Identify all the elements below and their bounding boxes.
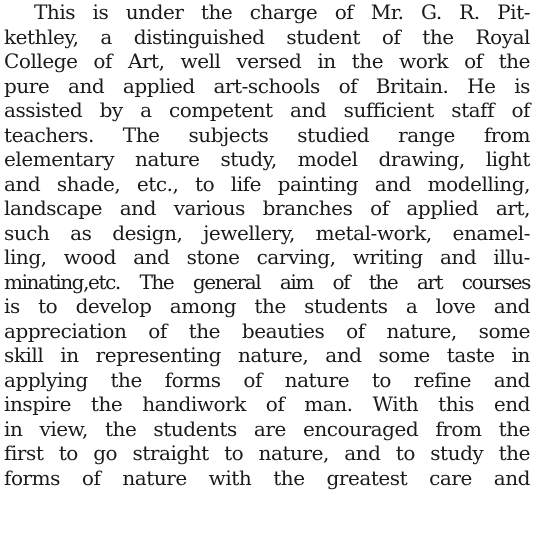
text-line: in view, the students are encouraged from the [4,416,530,441]
text-line: This is under the charge of Mr. G. R. Pit- [34,0,530,24]
text-line: first to go straight to nature, and to study the [4,441,530,465]
text-line: assisted by a competent and sufficient staff of [4,98,530,122]
text-line: such as design, jewellery, metal-work, enamel- [4,220,530,245]
body-paragraph [4,0,530,490]
text-line: skill in representing nature, and some taste in [4,343,530,367]
text-line: and shade, etc., to life painting and modelling, [4,171,530,196]
text-line: pure and applied art-schools of Britain. He is [4,73,530,98]
text-line: forms of nature with the greatest care and [4,465,530,490]
text-line: College of Art, well versed in the work of the [4,49,530,73]
text-line: teachers. The subjects studied range from [4,122,530,147]
text-line: appreciation of the beauties of nature, some [4,318,530,343]
text-line: elementary nature study, model drawing, light [4,147,530,171]
text-line: inspire the handiwork of man. With this end [4,392,530,416]
text-line: minating,etc. The general aim of the art courses [4,269,530,294]
text-line: is to develop among the students a love and [4,294,530,318]
text-line: applying the forms of nature to refine and [4,367,530,392]
text-line: ling, wood and stone carving, writing and illu- [4,245,530,269]
text-line: kethley, a distinguished student of the Royal [4,24,530,49]
text-line: landscape and various branches of applied art, [4,196,530,220]
